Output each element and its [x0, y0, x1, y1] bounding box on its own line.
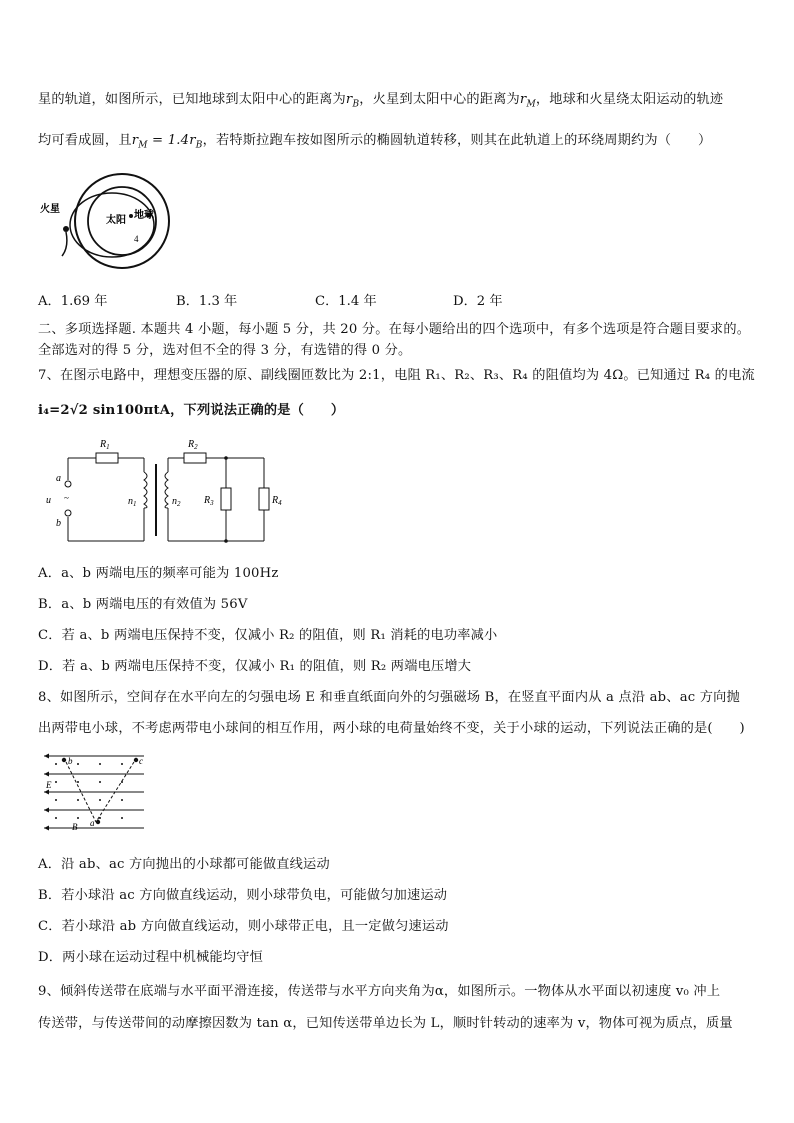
ratio-equation: $r_M = 1.4r_B$ — [131, 133, 203, 151]
section2-line-2: 全部选对的得 5 分，选对但不全的得 3 分，有选错的得 0 分。 — [38, 343, 412, 358]
svg-text:c: c — [139, 756, 143, 766]
q7-option-c[interactable]: C．若 a、b 两端电压保持不变，仅减小 R₂ 的阻值，则 R₁ 消耗的电功率减小 — [38, 628, 498, 643]
transformer-circuit — [44, 432, 284, 544]
svg-text:E: E — [46, 780, 52, 790]
q6-text-1c: ，地球和火星绕太阳运动的轨迹 — [535, 92, 724, 107]
svg-text:4: 4 — [134, 234, 139, 244]
q7-option-d[interactable]: D．若 a、b 两端电压保持不变，仅减小 R₁ 的阻值，则 R₂ 两端电压增大 — [38, 659, 472, 674]
svg-text:R1: $R_1$ — [100, 439, 110, 451]
svg-text:b: b — [68, 756, 73, 766]
q6-text-2b: ，若特斯拉跑车按如图所示的椭圆轨道转移，则其在此轨道上的环绕周期约为（ ） — [202, 133, 712, 148]
r-m-symbol: $r_M$ — [519, 92, 536, 110]
q8-line-1: 8、如图所示，空间存在水平向左的匀强电场 E 和垂直纸面向外的匀强磁场 B，在竖直平面内从 a 点沿 ab、ac 方向抛 — [38, 690, 740, 705]
svg-text:a: a — [90, 818, 95, 828]
q7-line-2: i₄=2√2 sin100πtA，下列说法正确的是（ ） — [38, 403, 345, 418]
svg-text:~: ~ — [64, 493, 69, 503]
earth-label: 地球 — [134, 210, 154, 221]
q7-line-1: 7、在图示电路中，理想变压器的原、副线圈匝数比为 2:1，电阻 R₁、R₂、R₃、R₄ 的阻值均为 4Ω。已知通过 R₄ 的电流 — [38, 368, 755, 383]
q6-line-2 — [38, 129, 711, 151]
q8-option-d[interactable]: D．两小球在运动过程中机械能均守恒 — [38, 950, 263, 965]
orbit-diagram — [36, 172, 176, 282]
q7-option-a[interactable]: A．a、b 两端电压的频率可能为 100Hz — [38, 566, 279, 581]
svg-text:n2: $n_2$ — [172, 496, 181, 508]
q6-text-1b: ，火星到太阳中心的距离为 — [359, 92, 520, 107]
section2-line-1: 二、多项选择题. 本题共 4 小题，每小题 5 分，共 20 分。在每小题给出的四个选项中，有多个选项是符合题目要求的。 — [38, 322, 751, 337]
q6-option-d[interactable]: D．2 年 — [453, 294, 503, 309]
svg-text:n1: $n_1$ — [128, 496, 137, 508]
svg-text:R4: $R_4$ — [272, 495, 282, 507]
svg-text:u: u — [46, 495, 51, 506]
q6-text-1a: 星的轨道，如图所示，已知地球到太阳中心的距离为 — [38, 92, 346, 107]
r-b-symbol: $r_B$ — [345, 92, 360, 110]
q8-option-b[interactable]: B．若小球沿 ac 方向做直线运动，则小球带负电，可能做匀加速运动 — [38, 888, 448, 903]
svg-text:R3: $R_3$ — [204, 495, 214, 507]
q6-text-2a: 均可看成圆，且 — [38, 133, 132, 148]
svg-text:b: b — [56, 518, 61, 529]
q9-line-1: 9、倾斜传送带在底端与水平面平滑连接，传送带与水平方向夹角为α，如图所示。一物体从水平面以初速度 v₀ 冲上 — [38, 984, 721, 999]
q8-option-a[interactable]: A．沿 ab、ac 方向抛出的小球都可能做直线运动 — [38, 857, 330, 872]
q8-option-c[interactable]: C．若小球沿 ab 方向做直线运动，则小球带正电，且一定做匀速运动 — [38, 919, 449, 934]
sun-label: 太阳 — [106, 215, 126, 226]
svg-text:R2: $R_2$ — [188, 439, 198, 451]
mars-label: 火星 — [40, 204, 60, 215]
mars-dot — [63, 226, 69, 232]
q6-option-a[interactable]: A．1.69 年 — [38, 294, 108, 309]
q7-option-b[interactable]: B．a、b 两端电压的有效值为 56V — [38, 597, 248, 612]
q8-line-2: 出两带电小球，不考虑两带电小球间的相互作用，两小球的电荷量始终不变，关于小球的运动，下列说法正确的是( ) — [38, 721, 745, 736]
q6-line-1 — [38, 88, 723, 110]
q9-line-2: 传送带，与传送带间的动摩擦因数为 tan α，已知传送带单边长为 L，顺时针转动的速率为 v，物体可视为质点，质量 — [38, 1016, 733, 1031]
svg-text:B: B — [72, 822, 78, 832]
q6-option-c[interactable]: C．1.4 年 — [315, 294, 377, 309]
svg-text:a: a — [56, 473, 61, 484]
field-diagram — [40, 750, 152, 842]
sun-dot — [129, 214, 133, 218]
q6-option-b[interactable]: B．1.3 年 — [176, 294, 238, 309]
